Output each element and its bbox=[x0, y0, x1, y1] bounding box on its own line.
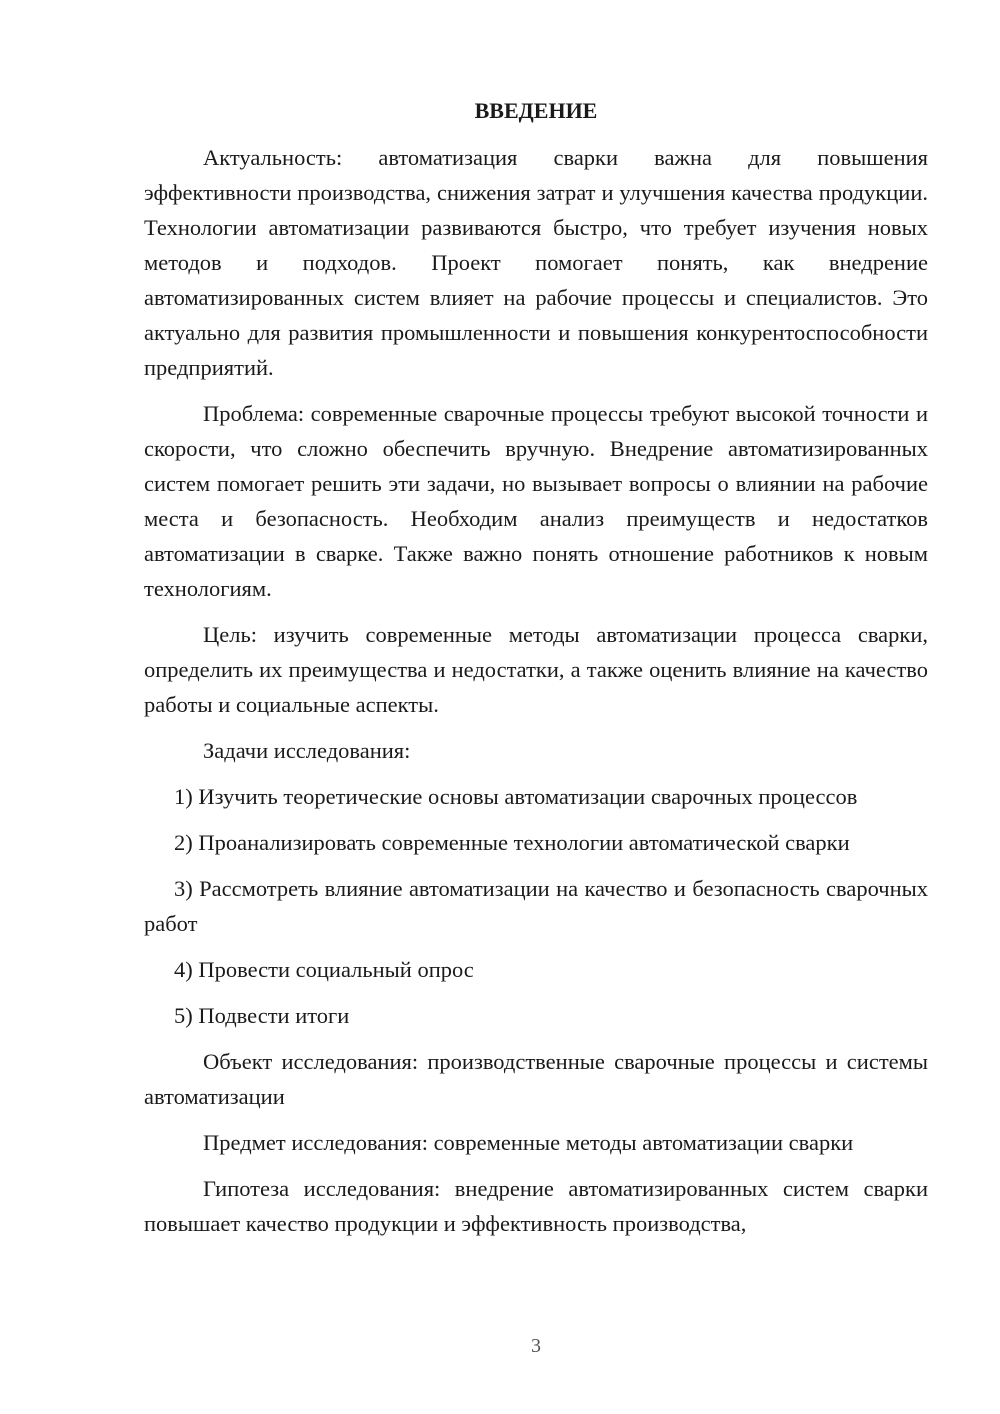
list-item: 4) Провести социальный опрос bbox=[174, 957, 474, 982]
list-item: 1) Изучить теоретические основы автоматизации сварочных процессов bbox=[174, 784, 858, 809]
list-item: 2) Проанализировать современные технологии автоматической сварки bbox=[174, 830, 850, 855]
page-number: 3 bbox=[531, 1335, 541, 1357]
page-title: ВВЕДЕНИЕ bbox=[474, 98, 598, 123]
tasks-list bbox=[144, 779, 928, 1033]
object-paragraph: Объект исследования: производственные сварочные процессы и системы автоматизации bbox=[144, 1049, 928, 1109]
hypothesis-paragraph: Гипотеза исследования: внедрение автоматизированных систем сварки повышает качество продукции и эффективность производства, bbox=[144, 1176, 928, 1236]
goal-paragraph: Цель: изучить современные методы автоматизации процесса сварки, определить их преимущества и недостатки, а также оценить влияние на качество работы и социальные аспекты. bbox=[144, 622, 928, 717]
tasks-heading: Задачи исследования: bbox=[203, 738, 411, 763]
relevance-paragraph: Актуальность: автоматизация сварки важна для повышения эффективности производства, снижения затрат и улучшения качества продукции. Технологии автоматизации развиваются быстро, что требует изучения новых методов и подходов. Проект помогает понять, как внедрение автоматизированных систем влияет на рабочие процессы и специалистов. Это актуально для развития промышленности и повышения конкурентоспособности предприятий. bbox=[144, 145, 928, 380]
page-body bbox=[144, 96, 928, 1241]
subject-paragraph: Предмет исследования: современные методы автоматизации сварки bbox=[203, 1130, 854, 1155]
list-item: 3) Рассмотреть влияние автоматизации на качество и безопасность сварочных работ bbox=[144, 876, 928, 936]
list-item: 5) Подвести итоги bbox=[174, 1003, 350, 1028]
problem-paragraph: Проблема: современные сварочные процессы требуют высокой точности и скорости, что сложно обеспечить вручную. Внедрение автоматизированных систем помогает решить эти задачи, но вызывает вопросы о влиянии на рабочие места и безопасность. Необходим анализ преимуществ и недостатков автоматизации в сварке. Также важно понять отношение работников к новым технологиям. bbox=[144, 401, 928, 601]
